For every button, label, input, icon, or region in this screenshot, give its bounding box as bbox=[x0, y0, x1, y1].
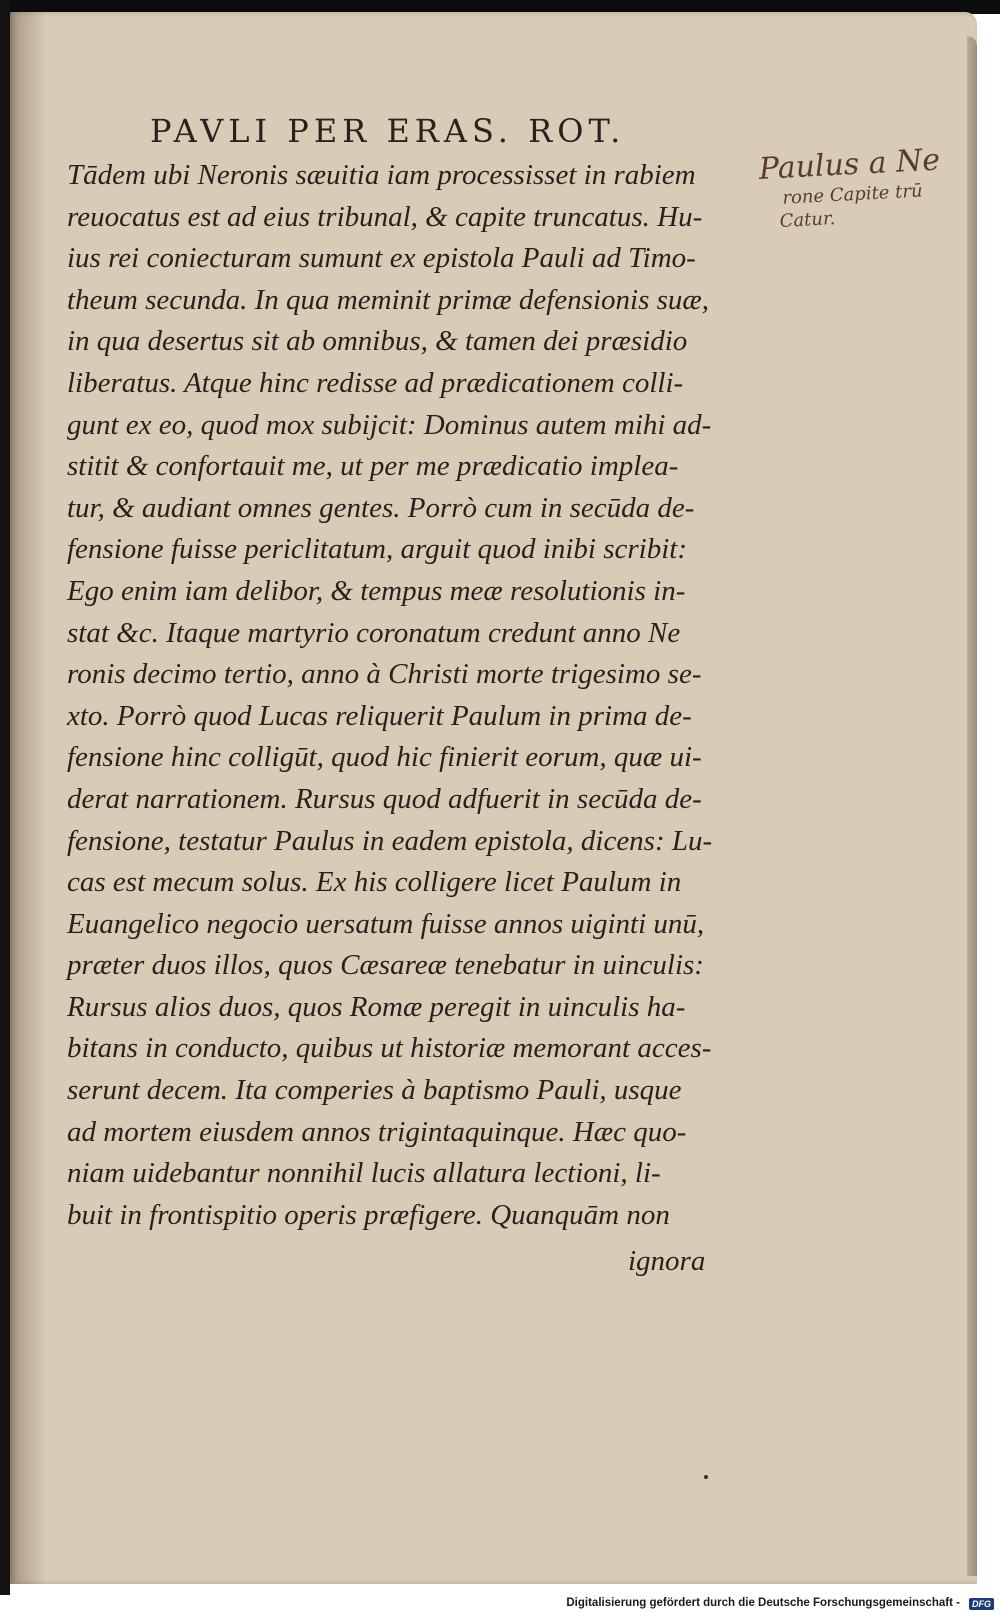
scan-left-border bbox=[0, 0, 10, 1595]
text-line: theum secunda. In qua meminit primæ defensionis suæ, bbox=[67, 283, 709, 316]
text-line: serunt decem. Ita comperies à baptismo Pauli, usque bbox=[67, 1074, 682, 1107]
text-line: derat narrationem. Rursus quod adfuerit in secūda de- bbox=[67, 782, 702, 815]
text-line: reuocatus est ad eius tribunal, & capite truncatus. Hu- bbox=[67, 200, 703, 233]
marginal-note-line: Catur. bbox=[779, 208, 836, 232]
text-line: præter duos illos, quos Cæsareæ tenebatur in uinculis: bbox=[67, 949, 704, 982]
text-line: Euangelico negocio uersatum fuisse annos uiginti unū, bbox=[67, 907, 705, 940]
text-line: stat &c. Itaque martyrio coronatum credunt anno Ne bbox=[67, 616, 681, 649]
text-line: gunt ex eo, quod mox subijcit: Dominus autem mihi ad- bbox=[67, 408, 712, 441]
running-head: PAVLI PER ERAS. ROT. bbox=[150, 112, 626, 150]
digitization-credit: Digitalisierung gefördert durch die Deutsche Forschungsgemeinschaft - bbox=[566, 1597, 960, 1609]
text-line: in qua desertus sit ab omnibus, & tamen dei præsidio bbox=[67, 325, 688, 358]
text-line: niam uidebantur nonnihil lucis allatura lectioni, li- bbox=[67, 1157, 661, 1190]
text-line: fensione, testatur Paulus in eadem epistola, dicens: Lu- bbox=[67, 824, 713, 857]
text-line: xto. Porrò quod Lucas reliquerit Paulum in prima de- bbox=[67, 699, 692, 732]
marginal-note-line: rone Capite trū bbox=[781, 180, 924, 209]
text-line: fensione hinc colligūt, quod hic finierit eorum, quæ ui- bbox=[67, 741, 702, 774]
handwritten-marginal-note bbox=[758, 141, 972, 233]
ink-speck bbox=[704, 1475, 708, 1479]
text-line: liberatus. Atque hinc redisse ad prædicationem colli- bbox=[67, 366, 684, 399]
text-line: fensione fuisse periclitatum, arguit quod inibi scribit: bbox=[67, 533, 687, 566]
text-line: ad mortem eiusdem annos trigintaquinque. Hæc quo- bbox=[67, 1115, 687, 1148]
text-line: Rursus alios duos, quos Romæ peregit in uinculis ha- bbox=[67, 990, 686, 1023]
spine-shadow bbox=[10, 12, 46, 1584]
text-line: ius rei coniecturam sumunt ex epistola Pauli ad Timo- bbox=[67, 242, 696, 275]
text-line: Ego enim iam delibor, & tempus meæ resolutionis in- bbox=[67, 574, 686, 607]
text-line: cas est mecum solus. Ex his colligere licet Paulum in bbox=[67, 866, 682, 899]
marginal-note-line: Paulus a Ne bbox=[758, 142, 941, 187]
dfg-logo: DFG bbox=[969, 1598, 994, 1610]
text-line: stitit & confortauit me, ut per me prædicatio implea- bbox=[67, 450, 679, 483]
body-text bbox=[67, 155, 717, 1236]
text-line: Tādem ubi Neronis sæuitia iam processisset in rabiem bbox=[67, 159, 696, 191]
text-line: buit in frontispitio operis præfigere. Quanquām non bbox=[67, 1198, 670, 1231]
page-edge bbox=[967, 36, 977, 1576]
text-line: tur, & audiant omnes gentes. Porrò cum in secūda de- bbox=[67, 491, 695, 524]
catchword: ignora bbox=[628, 1245, 706, 1277]
text-line: ronis decimo tertio, anno à Christi morte trigesimo se- bbox=[67, 658, 702, 691]
text-line: bitans in conducto, quibus ut historiæ memorant acces- bbox=[67, 1032, 712, 1065]
